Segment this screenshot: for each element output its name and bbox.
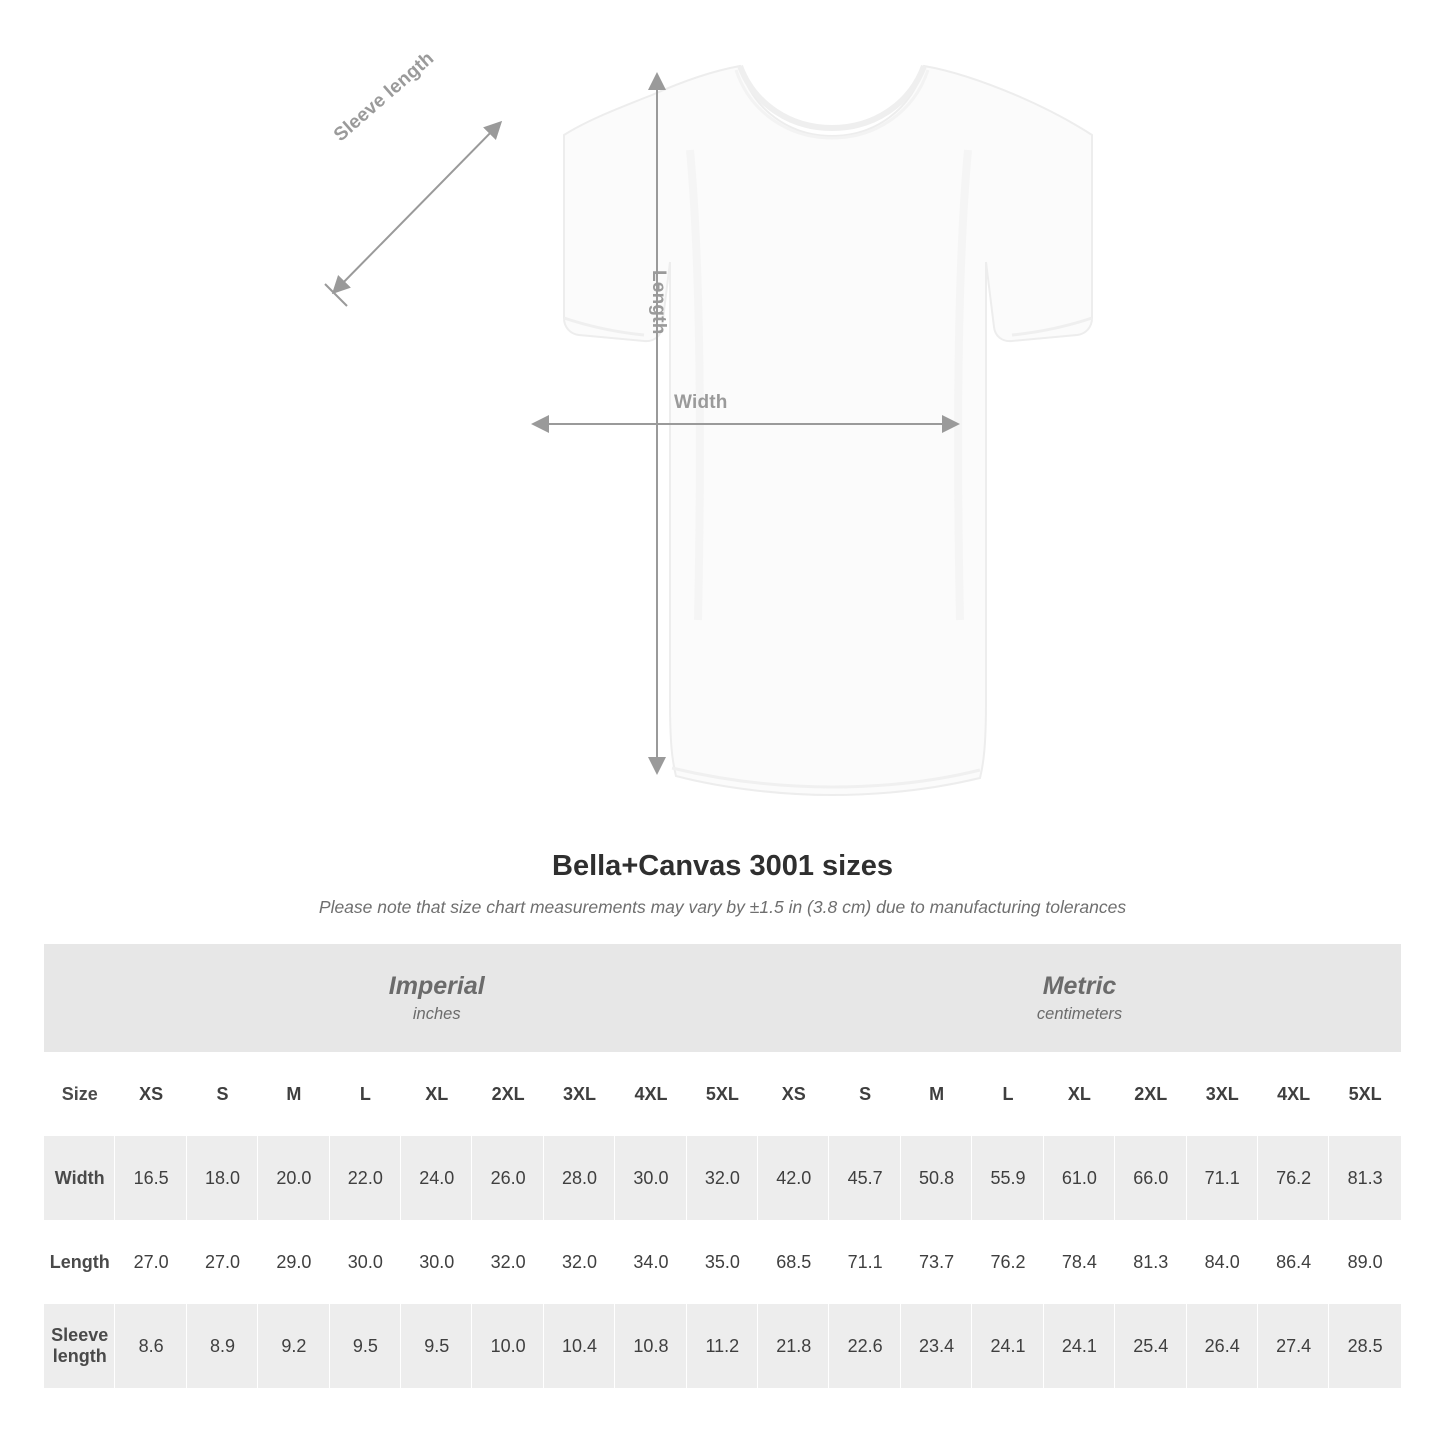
size-table-wrap	[44, 944, 1401, 1388]
unit-group-name: Metric	[1042, 971, 1117, 1000]
table-row	[44, 1220, 1401, 1304]
column-header-10: S	[829, 1052, 900, 1136]
cell-sleeve-length-3XL-cm: 26.4	[1187, 1304, 1258, 1388]
column-header-11: M	[901, 1052, 972, 1136]
cell-sleeve-length-2XL-in: 10.0	[472, 1304, 543, 1388]
unit-group-sub: inches	[412, 1005, 461, 1024]
column-header-4: XL	[401, 1052, 472, 1136]
size-header-row	[44, 1052, 1401, 1136]
table-row	[44, 1136, 1401, 1220]
unit-group-metric	[758, 944, 1401, 1052]
width-label: Width	[674, 392, 728, 413]
cell-width-4XL-cm: 76.2	[1258, 1136, 1329, 1220]
column-header-5: 2XL	[472, 1052, 543, 1136]
cell-length-L-in: 30.0	[330, 1220, 401, 1304]
cell-sleeve-length-S-cm: 22.6	[829, 1304, 900, 1388]
chart-header	[0, 850, 1445, 918]
cell-width-2XL-in: 26.0	[472, 1136, 543, 1220]
column-header-14: 2XL	[1115, 1052, 1186, 1136]
tshirt-shape	[564, 66, 1092, 795]
tolerance-note: Please note that size chart measurements may vary by ±1.5 in (3.8 cm) due to manufacturing tolerances	[318, 897, 1127, 917]
cell-width-5XL-in: 32.0	[687, 1136, 758, 1220]
cell-sleeve-length-M-in: 9.2	[258, 1304, 329, 1388]
cell-width-M-cm: 50.8	[901, 1136, 972, 1220]
column-header-13: XL	[1044, 1052, 1115, 1136]
cell-length-4XL-cm: 86.4	[1258, 1220, 1329, 1304]
sleeve-length-arrow	[334, 123, 500, 292]
cell-length-3XL-in: 32.0	[544, 1220, 615, 1304]
row-header-sleeve-length: Sleeve length	[44, 1304, 115, 1388]
cell-width-5XL-cm: 81.3	[1329, 1136, 1401, 1220]
unit-header-row	[44, 944, 1401, 1052]
cell-sleeve-length-XL-in: 9.5	[401, 1304, 472, 1388]
cell-length-XL-in: 30.0	[401, 1220, 472, 1304]
cell-width-XS-in: 16.5	[115, 1136, 186, 1220]
page-title: Bella+Canvas 3001 sizes	[552, 850, 893, 882]
cell-sleeve-length-2XL-cm: 25.4	[1115, 1304, 1186, 1388]
cell-sleeve-length-XS-cm: 21.8	[758, 1304, 829, 1388]
unit-group-sub: centimeters	[1036, 1005, 1123, 1024]
cell-length-M-in: 29.0	[258, 1220, 329, 1304]
cell-length-L-cm: 76.2	[972, 1220, 1043, 1304]
row-header-width: Width	[44, 1136, 115, 1220]
table-row	[44, 1304, 1401, 1388]
cell-width-3XL-cm: 71.1	[1187, 1136, 1258, 1220]
row-header-size: Size	[44, 1052, 115, 1136]
unit-group-name: Imperial	[388, 971, 485, 1000]
column-header-9: XS	[758, 1052, 829, 1136]
column-header-6: 3XL	[544, 1052, 615, 1136]
cell-width-4XL-in: 30.0	[615, 1136, 686, 1220]
cell-length-XS-cm: 68.5	[758, 1220, 829, 1304]
cell-length-2XL-cm: 81.3	[1115, 1220, 1186, 1304]
cell-sleeve-length-XS-in: 8.6	[115, 1304, 186, 1388]
cell-length-3XL-cm: 84.0	[1187, 1220, 1258, 1304]
column-header-2: M	[258, 1052, 329, 1136]
cell-sleeve-length-3XL-in: 10.4	[544, 1304, 615, 1388]
cell-width-S-cm: 45.7	[829, 1136, 900, 1220]
cell-length-XL-cm: 78.4	[1044, 1220, 1115, 1304]
unit-group-imperial	[115, 944, 758, 1052]
cell-width-3XL-in: 28.0	[544, 1136, 615, 1220]
cell-length-5XL-in: 35.0	[687, 1220, 758, 1304]
cell-width-L-in: 22.0	[330, 1136, 401, 1220]
cell-width-2XL-cm: 66.0	[1115, 1136, 1186, 1220]
column-header-12: L	[972, 1052, 1043, 1136]
cell-length-2XL-in: 32.0	[472, 1220, 543, 1304]
column-header-15: 3XL	[1187, 1052, 1258, 1136]
cell-length-S-in: 27.0	[187, 1220, 258, 1304]
cell-sleeve-length-S-in: 8.9	[187, 1304, 258, 1388]
cell-length-S-cm: 71.1	[829, 1220, 900, 1304]
cell-width-XL-cm: 61.0	[1044, 1136, 1115, 1220]
cell-width-S-in: 18.0	[187, 1136, 258, 1220]
cell-sleeve-length-M-cm: 23.4	[901, 1304, 972, 1388]
row-header-length: Length	[44, 1220, 115, 1304]
column-header-3: L	[330, 1052, 401, 1136]
column-header-16: 4XL	[1258, 1052, 1329, 1136]
cell-sleeve-length-4XL-in: 10.8	[615, 1304, 686, 1388]
column-header-0: XS	[115, 1052, 186, 1136]
unit-header-spacer	[44, 944, 115, 1052]
column-header-7: 4XL	[615, 1052, 686, 1136]
cell-sleeve-length-4XL-cm: 27.4	[1258, 1304, 1329, 1388]
column-header-8: 5XL	[687, 1052, 758, 1136]
cell-sleeve-length-XL-cm: 24.1	[1044, 1304, 1115, 1388]
cell-length-XS-in: 27.0	[115, 1220, 186, 1304]
cell-sleeve-length-L-cm: 24.1	[972, 1304, 1043, 1388]
cell-sleeve-length-L-in: 9.5	[330, 1304, 401, 1388]
cell-width-XS-cm: 42.0	[758, 1136, 829, 1220]
column-header-17: 5XL	[1329, 1052, 1401, 1136]
cell-width-M-in: 20.0	[258, 1136, 329, 1220]
sleeve-length-label: Sleeve length	[330, 47, 439, 146]
column-header-1: S	[187, 1052, 258, 1136]
cell-sleeve-length-5XL-in: 11.2	[687, 1304, 758, 1388]
cell-width-XL-in: 24.0	[401, 1136, 472, 1220]
cell-length-5XL-cm: 89.0	[1329, 1220, 1401, 1304]
cell-length-M-cm: 73.7	[901, 1220, 972, 1304]
size-table	[44, 944, 1401, 1388]
length-label: Length	[648, 270, 669, 335]
cell-length-4XL-in: 34.0	[615, 1220, 686, 1304]
cell-width-L-cm: 55.9	[972, 1136, 1043, 1220]
cell-sleeve-length-5XL-cm: 28.5	[1329, 1304, 1401, 1388]
